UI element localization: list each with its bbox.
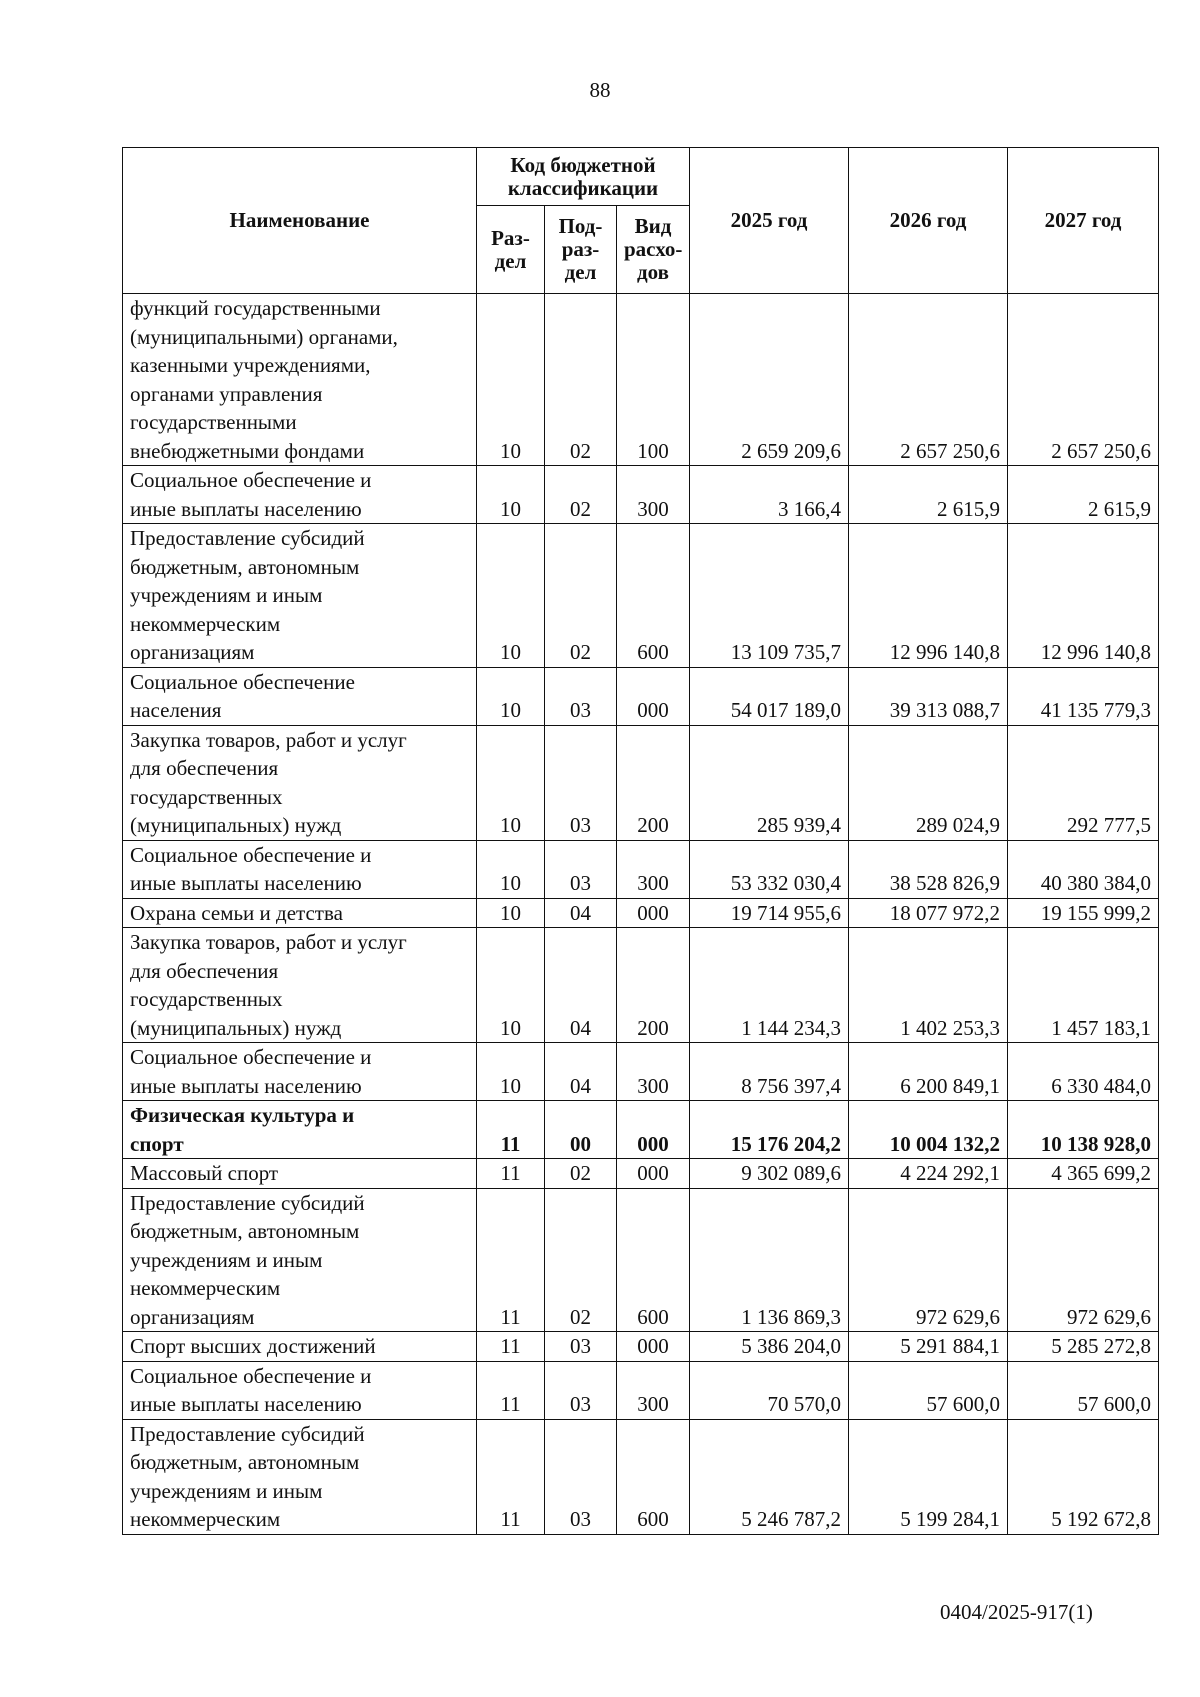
row-2025: 53 332 030,4 <box>690 840 849 898</box>
row-name: Предоставление субсидий бюджетным, автономным учреждениям и иным некоммерческим <box>123 1419 477 1534</box>
row-2027: 40 380 384,0 <box>1008 840 1159 898</box>
row-name: Социальное обеспечение населения <box>123 667 477 725</box>
row-name: Физическая культура и спорт <box>123 1101 477 1159</box>
header-2026: 2026 год <box>849 148 1008 294</box>
table-row <box>123 1188 1159 1332</box>
row-vid: 300 <box>617 840 690 898</box>
row-2025: 5 246 787,2 <box>690 1419 849 1534</box>
row-2026: 57 600,0 <box>849 1361 1008 1419</box>
row-razdel: 10 <box>477 898 545 928</box>
row-podrazdel: 03 <box>545 1419 617 1534</box>
row-2026: 5 291 884,1 <box>849 1332 1008 1362</box>
row-razdel: 10 <box>477 928 545 1043</box>
row-2025: 285 939,4 <box>690 725 849 840</box>
row-razdel: 11 <box>477 1332 545 1362</box>
row-2027: 5 192 672,8 <box>1008 1419 1159 1534</box>
table-row <box>123 667 1159 725</box>
row-vid: 600 <box>617 524 690 668</box>
row-2025: 8 756 397,4 <box>690 1043 849 1101</box>
row-2026: 38 528 826,9 <box>849 840 1008 898</box>
row-vid: 200 <box>617 725 690 840</box>
header-code-group: Код бюджетной классификации <box>477 148 690 206</box>
row-podrazdel: 04 <box>545 898 617 928</box>
row-name: Социальное обеспечение и иные выплаты населению <box>123 1361 477 1419</box>
row-2025: 2 659 209,6 <box>690 294 849 466</box>
row-podrazdel: 04 <box>545 1043 617 1101</box>
row-name: Закупка товаров, работ и услуг для обеспечения государственных (муниципальных) нужд <box>123 928 477 1043</box>
header-podrazdel: Под- раз- дел <box>545 206 617 294</box>
header-vid: Вид расхо- дов <box>617 206 690 294</box>
row-2026: 2 657 250,6 <box>849 294 1008 466</box>
row-razdel: 10 <box>477 466 545 524</box>
row-vid: 000 <box>617 898 690 928</box>
document-code: 0404/2025-917(1) <box>940 1600 1093 1624</box>
row-razdel: 10 <box>477 1043 545 1101</box>
row-2026: 2 615,9 <box>849 466 1008 524</box>
row-2027: 5 285 272,8 <box>1008 1332 1159 1362</box>
row-razdel: 11 <box>477 1101 545 1159</box>
row-2026: 12 996 140,8 <box>849 524 1008 668</box>
table-row <box>123 294 1159 466</box>
row-2026: 39 313 088,7 <box>849 667 1008 725</box>
row-2027: 6 330 484,0 <box>1008 1043 1159 1101</box>
row-2027: 12 996 140,8 <box>1008 524 1159 668</box>
row-2027: 41 135 779,3 <box>1008 667 1159 725</box>
header-2025: 2025 год <box>690 148 849 294</box>
row-2025: 54 017 189,0 <box>690 667 849 725</box>
row-2027: 19 155 999,2 <box>1008 898 1159 928</box>
row-2026: 972 629,6 <box>849 1188 1008 1332</box>
row-vid: 300 <box>617 1361 690 1419</box>
row-name: Закупка товаров, работ и услуг для обеспечения государственных (муниципальных) нужд <box>123 725 477 840</box>
row-razdel: 11 <box>477 1419 545 1534</box>
row-vid: 600 <box>617 1188 690 1332</box>
header-razdel: Раз- дел <box>477 206 545 294</box>
row-2025: 15 176 204,2 <box>690 1101 849 1159</box>
row-vid: 300 <box>617 466 690 524</box>
row-razdel: 10 <box>477 294 545 466</box>
row-podrazdel: 02 <box>545 524 617 668</box>
row-2025: 5 386 204,0 <box>690 1332 849 1362</box>
row-vid: 000 <box>617 1101 690 1159</box>
row-2025: 13 109 735,7 <box>690 524 849 668</box>
row-2027: 1 457 183,1 <box>1008 928 1159 1043</box>
row-vid: 300 <box>617 1043 690 1101</box>
row-2027: 972 629,6 <box>1008 1188 1159 1332</box>
table-row <box>123 725 1159 840</box>
row-name: Спорт высших достижений <box>123 1332 477 1362</box>
row-vid: 000 <box>617 667 690 725</box>
table-row <box>123 1043 1159 1101</box>
row-2027: 2 657 250,6 <box>1008 294 1159 466</box>
row-2027: 10 138 928,0 <box>1008 1101 1159 1159</box>
row-podrazdel: 00 <box>545 1101 617 1159</box>
table-row <box>123 1361 1159 1419</box>
row-2027: 57 600,0 <box>1008 1361 1159 1419</box>
table-row <box>123 928 1159 1043</box>
row-2026: 18 077 972,2 <box>849 898 1008 928</box>
table-row <box>123 1101 1159 1159</box>
row-2026: 1 402 253,3 <box>849 928 1008 1043</box>
row-vid: 000 <box>617 1332 690 1362</box>
row-podrazdel: 03 <box>545 1361 617 1419</box>
row-vid: 600 <box>617 1419 690 1534</box>
row-podrazdel: 02 <box>545 1159 617 1189</box>
row-name: Предоставление субсидий бюджетным, автономным учреждениям и иным некоммерческим организациям <box>123 524 477 668</box>
header-name: Наименование <box>123 148 477 294</box>
row-2026: 6 200 849,1 <box>849 1043 1008 1101</box>
row-podrazdel: 02 <box>545 294 617 466</box>
row-podrazdel: 03 <box>545 725 617 840</box>
table-row <box>123 1332 1159 1362</box>
table-row <box>123 1419 1159 1534</box>
row-razdel: 10 <box>477 840 545 898</box>
row-vid: 000 <box>617 1159 690 1189</box>
row-razdel: 11 <box>477 1159 545 1189</box>
table-row <box>123 840 1159 898</box>
row-2027: 4 365 699,2 <box>1008 1159 1159 1189</box>
row-vid: 100 <box>617 294 690 466</box>
row-razdel: 10 <box>477 524 545 668</box>
row-name: Массовый спорт <box>123 1159 477 1189</box>
row-podrazdel: 03 <box>545 840 617 898</box>
header-2027: 2027 год <box>1008 148 1159 294</box>
row-name: Социальное обеспечение и иные выплаты населению <box>123 466 477 524</box>
row-podrazdel: 03 <box>545 667 617 725</box>
row-vid: 200 <box>617 928 690 1043</box>
row-name: Социальное обеспечение и иные выплаты населению <box>123 840 477 898</box>
row-podrazdel: 02 <box>545 1188 617 1332</box>
row-2026: 289 024,9 <box>849 725 1008 840</box>
row-name: Предоставление субсидий бюджетным, автономным учреждениям и иным некоммерческим организациям <box>123 1188 477 1332</box>
row-razdel: 10 <box>477 725 545 840</box>
table-row <box>123 898 1159 928</box>
row-podrazdel: 02 <box>545 466 617 524</box>
page-number: 88 <box>589 78 611 102</box>
table-row <box>123 1159 1159 1189</box>
row-podrazdel: 04 <box>545 928 617 1043</box>
row-2027: 2 615,9 <box>1008 466 1159 524</box>
table-row <box>123 524 1159 668</box>
row-name: Социальное обеспечение и иные выплаты населению <box>123 1043 477 1101</box>
row-2026: 10 004 132,2 <box>849 1101 1008 1159</box>
row-name: Охрана семьи и детства <box>123 898 477 928</box>
budget-table <box>122 147 1159 1535</box>
row-razdel: 11 <box>477 1361 545 1419</box>
row-2026: 5 199 284,1 <box>849 1419 1008 1534</box>
row-2025: 3 166,4 <box>690 466 849 524</box>
row-2025: 70 570,0 <box>690 1361 849 1419</box>
row-podrazdel: 03 <box>545 1332 617 1362</box>
row-2026: 4 224 292,1 <box>849 1159 1008 1189</box>
row-2025: 1 136 869,3 <box>690 1188 849 1332</box>
row-razdel: 11 <box>477 1188 545 1332</box>
row-2025: 9 302 089,6 <box>690 1159 849 1189</box>
row-2025: 19 714 955,6 <box>690 898 849 928</box>
row-2025: 1 144 234,3 <box>690 928 849 1043</box>
row-razdel: 10 <box>477 667 545 725</box>
row-name: функций государственными (муниципальными) органами, казенными учреждениями, органами управления государственными внебюджетными фондами <box>123 294 477 466</box>
table-row <box>123 466 1159 524</box>
row-2027: 292 777,5 <box>1008 725 1159 840</box>
